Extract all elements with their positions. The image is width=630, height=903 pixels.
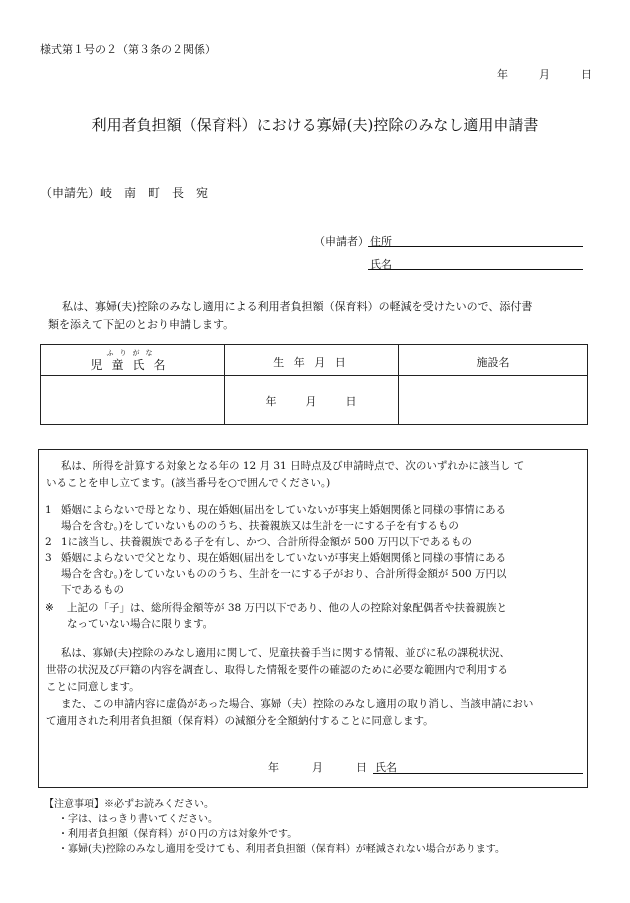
notes-item: ・寡婦(夫)控除のみなし適用を受けても、利用者負担額（保育料）が軽減されない場合があります。 — [58, 844, 506, 855]
addressee: （申請先）岐 南 町 長 宛 — [40, 186, 209, 200]
facility-field[interactable] — [398, 375, 588, 425]
note-mark: ※ — [45, 602, 54, 614]
option-number: 2 — [45, 536, 52, 548]
signature-date — [268, 759, 367, 775]
child-name-field[interactable] — [41, 375, 224, 425]
top-date-day: 日 — [581, 68, 592, 81]
declaration-box — [38, 449, 588, 788]
child-name-header — [41, 349, 224, 372]
declaration-intro-2: いることを申し立てます。(該当番号を○で囲んでください。) — [46, 477, 331, 489]
consent-line-3: ことに同意します。 — [46, 681, 140, 693]
name-underline[interactable] — [368, 269, 583, 270]
top-date-month: 月 — [539, 68, 550, 81]
declaration-intro-1: 私は、所得を計算する対象となる年の 12 月 31 日時点及び申請時点で、次のいずれかに該当し て — [61, 460, 525, 472]
child-name-label: 児童氏名 — [90, 358, 175, 372]
facility-header: 施設名 — [476, 356, 510, 369]
child-info-table — [40, 344, 588, 425]
sign-day: 日 — [356, 761, 367, 774]
note-line: 上記の「子」は、総所得金額等が 38 万円以下であり、他の人の控除対象配偶者や扶養親族と — [67, 602, 508, 614]
option-line: 婚姻によらないで父となり、現在婚姻(届出をしていないが事実上婚姻関係と同様の事情にある — [61, 552, 507, 564]
option-line: 場合を含む。)をしていないもののうち、扶養親族又は生計を一にする子を有するもの — [61, 520, 459, 532]
document-title: 利用者負担額（保育料）における寡婦(夫)控除のみなし適用申請書 — [91, 116, 539, 134]
option-number: 1 — [45, 504, 52, 516]
option-number: 3 — [45, 552, 52, 564]
consent-line-2: 世帯の状況及び戸籍の内容を調査し、取得した情報を要件の確認のために必要な範囲内で利用する — [46, 664, 508, 676]
notes-item: ・字は、はっきり書いてください。 — [58, 814, 218, 825]
notes-item: ・利用者負担額（保育料）が０円の方は対象外です。 — [58, 829, 298, 840]
option-line: 場合を含む。)をしていないもののうち、生計を一にする子がおり、合計所得金額が 500 万円以 — [61, 568, 507, 580]
birth-year: 年 — [265, 395, 277, 408]
top-date — [497, 66, 592, 82]
furigana-label: ふりがな — [106, 349, 159, 357]
option-line: 下であるもの — [61, 584, 124, 596]
applicant-name-label: 氏名 — [370, 258, 392, 271]
sign-month: 月 — [312, 761, 323, 774]
top-date-year: 年 — [497, 68, 508, 81]
signature-name-label: 氏名 — [375, 761, 397, 774]
option-line: 1に該当し、扶養親族である子を有し、かつ、合計所得金額が 500 万円以下であるもの — [61, 536, 472, 548]
note-line: なっていない場合に限ります。 — [67, 618, 214, 630]
intro-line-1: 私は、寡婦(夫)控除のみなし適用による利用者負担額（保育料）の軽減を受けたいので、添付書 — [62, 300, 533, 313]
notes-heading: 【注意事項】※必ずお読みください。 — [44, 799, 214, 810]
applicant-label: （申請者） — [314, 235, 369, 248]
birth-date-header: 生 年 月 日 — [273, 356, 349, 369]
consent-line-1: 私は、寡婦(夫)控除のみなし適用に関して、児童扶養手当に関する情報、並びに私の課税状況、 — [61, 647, 510, 659]
option-line: 婚姻によらないで母となり、現在婚姻(届出をしていないが事実上婚姻関係と同様の事情にある — [61, 504, 507, 516]
notes-section — [44, 797, 505, 857]
signature-underline[interactable] — [373, 773, 583, 774]
birth-date-field[interactable] — [224, 393, 398, 409]
address-underline[interactable] — [368, 246, 583, 247]
consent-line-5: て適用された利用者負担額（保育料）の減額分を全額納付することに同意します。 — [46, 715, 434, 727]
birth-day: 日 — [345, 395, 357, 408]
sign-year: 年 — [268, 761, 279, 774]
consent-line-4: また、この申請内容に虚偽があった場合、寡婦（夫）控除のみなし適用の取り消し、当該申請におい — [61, 698, 534, 710]
form-number: 様式第１号の２（第３条の２関係） — [40, 43, 216, 56]
applicant-address-label: 住所 — [370, 235, 392, 248]
birth-month: 月 — [305, 395, 317, 408]
intro-line-2: 類を添えて下記のとおり申請します。 — [48, 318, 235, 331]
